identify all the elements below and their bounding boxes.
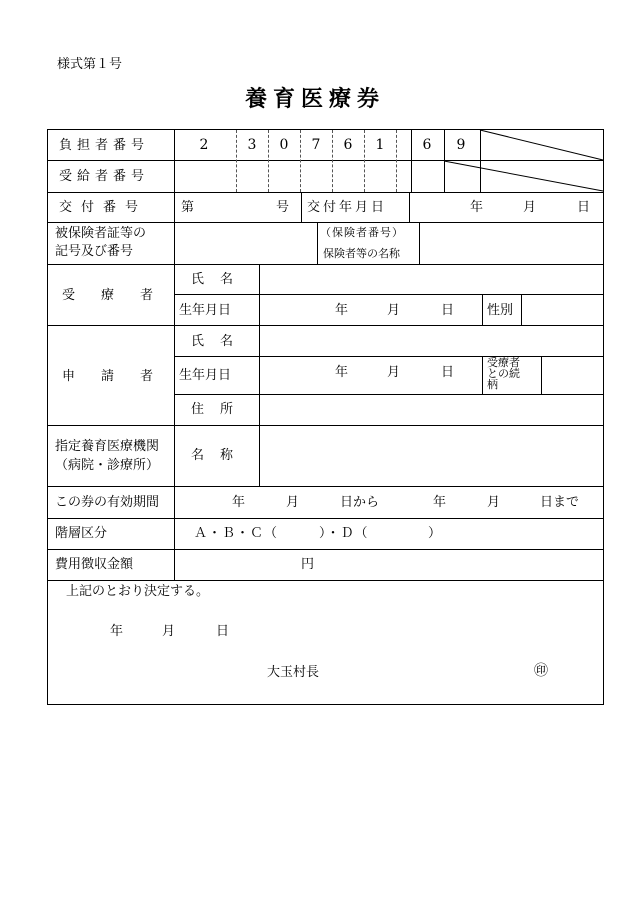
validity-label: この券の有効期間 — [55, 495, 160, 510]
burden-digit-6: 1 — [375, 137, 385, 153]
validity-until-month: 月 — [487, 495, 501, 510]
applicant-address-label: 住所 — [191, 402, 250, 417]
tier-close-paren: ） — [428, 526, 442, 541]
burden-digit-8: 9 — [456, 137, 466, 153]
burden-digit-5: 6 — [343, 137, 353, 153]
patient-dob-month: 月 — [387, 303, 401, 318]
validity-until-year: 年 — [433, 495, 447, 510]
grid-line — [48, 580, 603, 581]
grid-line — [48, 264, 603, 265]
grid-line — [521, 294, 522, 325]
relation-label-line2: との続 — [487, 367, 520, 380]
grid-line — [541, 356, 542, 394]
grid-line — [48, 222, 603, 223]
grid-line — [419, 222, 420, 264]
insured-label-line1: 被保険者証等の — [55, 226, 147, 241]
grid-line — [174, 549, 175, 580]
grid-line — [482, 294, 483, 325]
patient-dob-label: 生年月日 — [179, 303, 232, 318]
issue-number-prefix: 第 — [181, 200, 195, 215]
grid-line — [301, 192, 302, 222]
page-title: 養育医療券 — [244, 86, 385, 112]
issue-date-label: 交付年月日 — [307, 200, 388, 215]
institution-label-line2: （病院・診療所） — [55, 458, 160, 473]
grid-line — [174, 294, 603, 295]
burden-digit-3: 0 — [279, 137, 289, 153]
recipient-number-label: 受給者番号 — [59, 169, 150, 184]
relation-label-line3: 柄 — [487, 378, 498, 391]
applicant-dob-day: 日 — [441, 365, 455, 380]
applicant-dob-year: 年 — [335, 365, 349, 380]
seal-mark: ㊞ — [534, 663, 548, 679]
grid-line — [259, 264, 260, 425]
tier-abc-option: Ａ・Ｂ・Ｃ（ — [194, 526, 279, 541]
burden-digit-7: 6 — [422, 137, 432, 153]
insurer-name-label: 保険者等の名称 — [323, 247, 400, 260]
fee-unit: 円 — [301, 557, 315, 572]
digit-divider — [396, 130, 397, 192]
grid-line — [174, 222, 175, 549]
issue-year: 年 — [470, 200, 484, 215]
institution-name-label: 名称 — [191, 448, 250, 463]
grid-line — [174, 394, 603, 395]
validity-until-day: 日まで — [540, 495, 580, 510]
validity-from-day: 日から — [340, 495, 380, 510]
applicant-dob-month: 月 — [387, 365, 401, 380]
grid-line — [48, 518, 603, 519]
medical-care-ticket-form — [47, 129, 604, 705]
issue-number-suffix: 号 — [276, 200, 290, 215]
issue-number-label: 交付番号 — [59, 200, 148, 215]
institution-label-line1: 指定養育医療機関 — [55, 439, 160, 454]
applicant-name-label: 氏名 — [191, 334, 250, 349]
grid-line — [48, 192, 603, 193]
decision-year: 年 — [110, 624, 124, 639]
applicant-label: 申請者 — [62, 369, 180, 384]
fee-label: 費用徴収金額 — [55, 557, 134, 572]
grid-line — [174, 192, 175, 222]
patient-sex-label: 性別 — [487, 303, 514, 318]
validity-from-year: 年 — [232, 495, 246, 510]
validity-from-month: 月 — [286, 495, 300, 510]
grid-line — [174, 356, 603, 357]
diagonal-line — [480, 130, 604, 161]
grid-line — [48, 549, 603, 550]
patient-label: 受療者 — [62, 288, 180, 303]
grid-line — [482, 356, 483, 394]
grid-line — [174, 130, 175, 192]
patient-dob-year: 年 — [335, 303, 349, 318]
decision-day: 日 — [216, 624, 230, 639]
decision-statement: 上記のとおり決定する。 — [66, 584, 210, 599]
issuing-authority: 大玉村長 — [267, 665, 320, 680]
grid-line — [259, 425, 260, 486]
insured-label-line2: 記号及び番号 — [55, 244, 134, 259]
patient-name-label: 氏名 — [191, 272, 250, 287]
applicant-dob-label: 生年月日 — [179, 368, 232, 383]
form-number: 様式第１号 — [57, 57, 123, 72]
decision-month: 月 — [162, 624, 176, 639]
burden-digit-2: 3 — [247, 137, 257, 153]
burden-number-label: 負担者番号 — [59, 138, 150, 153]
burden-digit-1: 2 — [199, 137, 209, 153]
burden-digit-4: 7 — [311, 137, 321, 153]
issue-day: 日 — [577, 200, 591, 215]
patient-dob-day: 日 — [441, 303, 455, 318]
grid-line — [409, 192, 410, 222]
diagonal-line — [444, 161, 604, 192]
tier-label: 階層区分 — [55, 526, 108, 541]
issue-month: 月 — [523, 200, 537, 215]
grid-line — [317, 222, 318, 264]
grid-line — [48, 325, 603, 326]
insurer-number-label: （保険者番号） — [320, 226, 404, 239]
grid-line — [48, 425, 603, 426]
tier-d-option: ）・Ｄ（ — [319, 526, 369, 541]
grid-line — [48, 486, 603, 487]
relation-label-line1: 受療者 — [487, 356, 520, 369]
